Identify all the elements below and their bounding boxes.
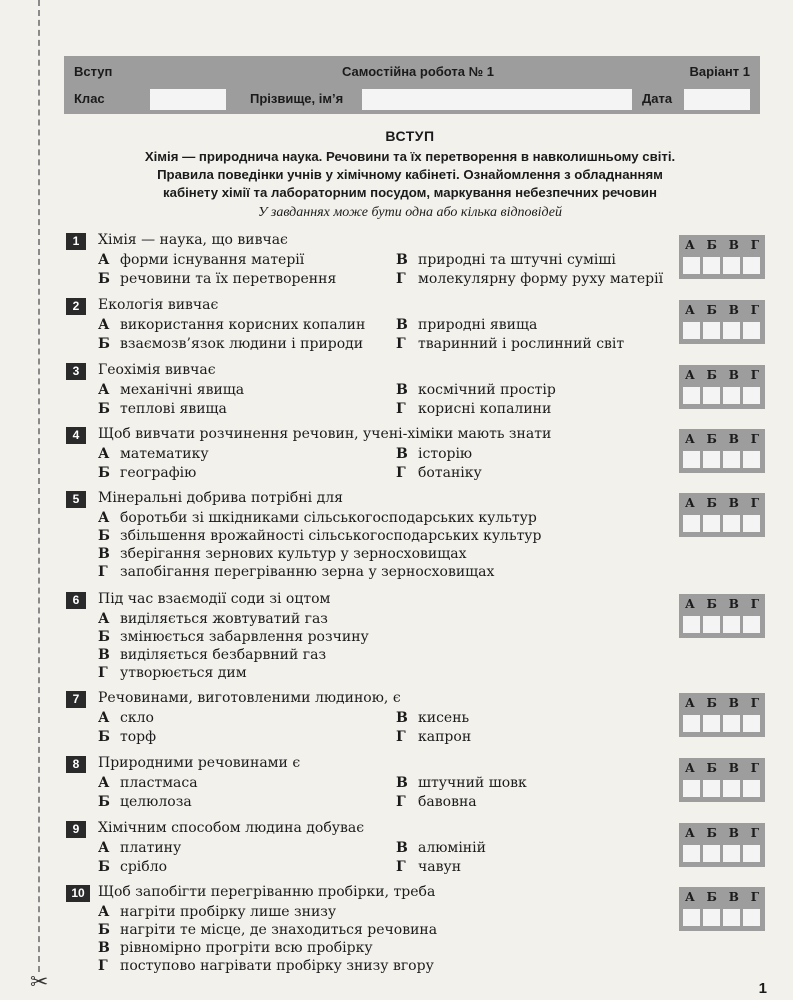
- option-text: скло: [120, 710, 154, 726]
- answer-cell[interactable]: [683, 322, 700, 339]
- option-letter: А: [98, 611, 110, 627]
- answer-cell[interactable]: [703, 387, 720, 404]
- option-letter: А: [98, 710, 110, 726]
- answer-grid-10: [679, 887, 765, 931]
- option-letter: В: [396, 840, 408, 856]
- intro-subtitle: Хімія — природнича наука. Речовини та їх перетворення в навколишньому світі. Правила поведінки учнів у хімічному кабінеті. Ознайомлення з обладнанням кабінету хімії та лабораторним посудом, маркування небезпечних речовин: [144, 149, 676, 200]
- option-4-3[interactable]: [396, 446, 472, 462]
- question-number: 6: [66, 592, 86, 609]
- option-text: бавовна: [418, 794, 477, 810]
- option-letter: В: [396, 710, 408, 726]
- answer-letter: А: [684, 238, 695, 252]
- option-6-4[interactable]: [98, 665, 247, 681]
- answer-cell[interactable]: [683, 387, 700, 404]
- option-letter: В: [396, 446, 408, 462]
- question-number: 2: [66, 298, 86, 315]
- option-9-3[interactable]: [396, 840, 486, 856]
- option-letter: В: [396, 775, 408, 791]
- option-4-2[interactable]: [98, 465, 196, 481]
- answer-letter: Г: [750, 432, 760, 446]
- answer-letter: В: [728, 597, 739, 611]
- option-8-2[interactable]: [98, 794, 192, 810]
- question-number: 9: [66, 821, 86, 838]
- question-number: 3: [66, 363, 86, 380]
- answer-grid-2: [679, 300, 765, 344]
- option-letter: А: [98, 382, 110, 398]
- option-text: теплові явища: [120, 401, 227, 417]
- answer-cell[interactable]: [723, 845, 740, 862]
- option-letter: Б: [98, 465, 110, 481]
- answer-letter: В: [728, 826, 739, 840]
- option-2-4[interactable]: [396, 336, 624, 352]
- answer-cell[interactable]: [683, 715, 700, 732]
- page-number: 1: [758, 980, 767, 997]
- option-6-2[interactable]: [98, 629, 369, 645]
- answer-cell[interactable]: [703, 515, 720, 532]
- option-8-1[interactable]: [98, 775, 198, 791]
- option-letter: В: [396, 252, 408, 268]
- answer-cell[interactable]: [743, 451, 760, 468]
- answer-letter: В: [728, 238, 739, 252]
- option-7-1[interactable]: [98, 710, 154, 726]
- answer-letter: В: [728, 496, 739, 510]
- option-letter: Г: [98, 564, 108, 580]
- option-letter: Б: [98, 922, 110, 938]
- question-text: Мінеральні добрива потрібні для: [98, 490, 343, 506]
- option-text: зберігання зернових культур у зерносховищах: [120, 546, 467, 562]
- question-text: Природними речовинами є: [98, 755, 301, 771]
- answer-letter: Б: [706, 303, 717, 317]
- question-text: Під час взаємодії соди зі оцтом: [98, 591, 331, 607]
- option-letter: В: [396, 382, 408, 398]
- option-1-4[interactable]: [396, 271, 663, 287]
- section-label: Вступ: [74, 64, 113, 79]
- answer-cell[interactable]: [683, 780, 700, 797]
- answer-cell[interactable]: [703, 715, 720, 732]
- answer-cell[interactable]: [703, 257, 720, 274]
- answer-letter: Г: [750, 826, 760, 840]
- class-label: Клас: [74, 91, 105, 106]
- option-text: взаємозв’язок людини і природи: [120, 336, 364, 352]
- option-letter: Б: [98, 528, 110, 544]
- option-10-2[interactable]: [98, 922, 437, 938]
- option-text: нагріти те місце, де знаходиться речовина: [120, 922, 438, 938]
- option-text: космічний простір: [418, 382, 556, 398]
- answer-letter: Б: [706, 761, 717, 775]
- option-text: збільшення врожайності сільськогосподарських культур: [120, 528, 542, 544]
- option-text: утворюється дим: [120, 665, 247, 681]
- answer-letter: А: [684, 761, 695, 775]
- answer-cell[interactable]: [723, 780, 740, 797]
- answer-letter: Б: [706, 826, 717, 840]
- answer-letter: В: [728, 890, 739, 904]
- answer-letter: Г: [750, 696, 760, 710]
- answer-cell[interactable]: [743, 715, 760, 732]
- option-letter: А: [98, 510, 110, 526]
- option-text: алюміній: [418, 840, 486, 856]
- answer-cell[interactable]: [743, 845, 760, 862]
- answer-letter: А: [684, 496, 695, 510]
- option-1-1[interactable]: [98, 252, 304, 268]
- option-text: запобігання перегріванню зерна у зерносховищах: [120, 564, 495, 580]
- option-letter: А: [98, 775, 110, 791]
- answer-cell[interactable]: [723, 322, 740, 339]
- name-field[interactable]: [362, 89, 632, 110]
- option-text: молекулярну форму руху матерії: [418, 271, 664, 287]
- option-text: використання корисних копалин: [120, 317, 366, 333]
- option-text: змінюється забарвлення розчину: [120, 629, 369, 645]
- answer-cell[interactable]: [703, 909, 720, 926]
- option-letter: Г: [396, 859, 406, 875]
- option-6-1[interactable]: [98, 611, 328, 627]
- option-letter: А: [98, 446, 110, 462]
- option-3-4[interactable]: [396, 401, 551, 417]
- option-text: виділяється жовтуватий газ: [120, 611, 328, 627]
- option-text: речовини та їх перетворення: [120, 271, 337, 287]
- answer-cell[interactable]: [743, 780, 760, 797]
- answer-cell[interactable]: [683, 909, 700, 926]
- option-9-4[interactable]: [396, 859, 461, 875]
- answer-letter: А: [684, 826, 695, 840]
- option-text: торф: [120, 729, 157, 745]
- answer-cell[interactable]: [723, 451, 740, 468]
- option-text: капрон: [418, 729, 472, 745]
- option-7-4[interactable]: [396, 729, 471, 745]
- question-text: Хімія — наука, що вивчає: [98, 232, 288, 248]
- answer-letter: Б: [706, 238, 717, 252]
- answer-letter: Б: [706, 890, 717, 904]
- option-letter: Г: [396, 401, 406, 417]
- answer-letter: Г: [750, 890, 760, 904]
- option-letter: Б: [98, 629, 110, 645]
- answer-cell[interactable]: [723, 387, 740, 404]
- option-9-1[interactable]: [98, 840, 181, 856]
- option-letter: А: [98, 840, 110, 856]
- intro-block: [60, 128, 760, 221]
- option-text: нагріти пробірку лише знизу: [120, 904, 337, 920]
- answer-letter: Г: [750, 368, 760, 382]
- option-4-1[interactable]: [98, 446, 209, 462]
- answer-grid-5: [679, 493, 765, 537]
- question-text: Хімічним способом людина добуває: [98, 820, 365, 836]
- answer-letter: Г: [750, 761, 760, 775]
- option-text: боротьби зі шкідниками сільськогосподарських культур: [120, 510, 537, 526]
- option-letter: В: [98, 647, 110, 663]
- answer-grid-7: [679, 693, 765, 737]
- answer-letter: А: [684, 890, 695, 904]
- option-2-2[interactable]: [98, 336, 363, 352]
- question-number: 10: [66, 885, 90, 902]
- answer-letter: Б: [706, 432, 717, 446]
- answer-cell[interactable]: [723, 616, 740, 633]
- option-text: пластмаса: [120, 775, 198, 791]
- option-letter: Б: [98, 794, 110, 810]
- header-bar: [64, 56, 760, 114]
- answer-letter: А: [684, 368, 695, 382]
- option-letter: Б: [98, 859, 110, 875]
- question-number: 7: [66, 691, 86, 708]
- option-8-4[interactable]: [396, 794, 477, 810]
- option-text: штучний шовк: [418, 775, 527, 791]
- date-label: Дата: [642, 91, 673, 106]
- date-field[interactable]: [684, 89, 750, 110]
- answer-cell[interactable]: [683, 616, 700, 633]
- answer-cell[interactable]: [723, 909, 740, 926]
- option-10-1[interactable]: [98, 904, 336, 920]
- answer-cell[interactable]: [683, 845, 700, 862]
- option-6-3[interactable]: [98, 647, 326, 663]
- option-2-1[interactable]: [98, 317, 365, 333]
- answer-letter: А: [684, 303, 695, 317]
- option-text: природні явища: [418, 317, 538, 333]
- option-text: целюлоза: [120, 794, 192, 810]
- answer-cell[interactable]: [743, 322, 760, 339]
- option-text: рівномірно прогріти всю пробірку: [120, 940, 373, 956]
- option-text: виділяється безбарвний газ: [120, 647, 327, 663]
- question-number: 5: [66, 491, 86, 508]
- answer-cell[interactable]: [683, 451, 700, 468]
- answer-cell[interactable]: [743, 387, 760, 404]
- class-field[interactable]: [150, 89, 226, 110]
- answer-letter: Б: [706, 496, 717, 510]
- option-1-2[interactable]: [98, 271, 336, 287]
- option-text: історію: [418, 446, 473, 462]
- option-letter: А: [98, 252, 110, 268]
- instructions-note: У завданнях може бути одна або кілька відповідей: [257, 205, 562, 220]
- option-letter: В: [396, 317, 408, 333]
- option-2-3[interactable]: [396, 317, 537, 333]
- intro-title: ВСТУП: [385, 128, 435, 144]
- question-text: Речовинами, виготовленими людиною, є: [98, 690, 401, 706]
- answer-grid-4: [679, 429, 765, 473]
- option-9-2[interactable]: [98, 859, 167, 875]
- option-letter: Г: [396, 729, 406, 745]
- option-letter: Б: [98, 401, 110, 417]
- answer-cell[interactable]: [683, 515, 700, 532]
- answer-letter: В: [728, 368, 739, 382]
- question-number: 4: [66, 427, 86, 444]
- answer-grid-1: [679, 235, 765, 279]
- option-text: поступово нагрівати пробірку знизу вгору: [120, 958, 434, 974]
- option-5-3[interactable]: [98, 546, 466, 562]
- answer-cell[interactable]: [723, 257, 740, 274]
- option-8-3[interactable]: [396, 775, 527, 791]
- answer-cell[interactable]: [683, 257, 700, 274]
- option-text: тваринний і рослинний світ: [418, 336, 625, 352]
- option-letter: Г: [98, 665, 108, 681]
- answer-grid-6: [679, 594, 765, 638]
- answer-letter: А: [684, 597, 695, 611]
- option-text: чавун: [418, 859, 462, 875]
- answer-cell[interactable]: [743, 257, 760, 274]
- question-text: Щоб запобігти перегріванню пробірки, треба: [98, 884, 436, 900]
- option-3-1[interactable]: [98, 382, 244, 398]
- answer-grid-3: [679, 365, 765, 409]
- option-letter: Б: [98, 336, 110, 352]
- option-letter: А: [98, 317, 110, 333]
- answer-letter: В: [728, 696, 739, 710]
- answer-grid-9: [679, 823, 765, 867]
- option-text: ботаніку: [418, 465, 482, 481]
- option-letter: Г: [396, 794, 406, 810]
- scissors-icon: ✂: [30, 970, 49, 995]
- answer-grid-8: [679, 758, 765, 802]
- option-text: срібло: [120, 859, 168, 875]
- option-3-3[interactable]: [396, 382, 556, 398]
- answer-cell[interactable]: [703, 616, 720, 633]
- answer-letter: В: [728, 761, 739, 775]
- option-letter: Г: [396, 336, 406, 352]
- answer-cell[interactable]: [743, 515, 760, 532]
- answer-letter: Б: [706, 597, 717, 611]
- option-letter: В: [98, 546, 110, 562]
- option-text: природні та штучні суміші: [418, 252, 616, 268]
- option-text: платину: [120, 840, 182, 856]
- question-number: 8: [66, 756, 86, 773]
- option-5-1[interactable]: [98, 510, 537, 526]
- name-label: Прізвище, ім’я: [250, 91, 344, 106]
- answer-letter: Г: [750, 303, 760, 317]
- answer-cell[interactable]: [723, 515, 740, 532]
- answer-cell[interactable]: [703, 780, 720, 797]
- answer-letter: Б: [706, 696, 717, 710]
- option-letter: Г: [396, 465, 406, 481]
- option-text: кисень: [418, 710, 470, 726]
- option-5-2[interactable]: [98, 528, 542, 544]
- option-letter: Б: [98, 729, 110, 745]
- answer-letter: В: [728, 303, 739, 317]
- answer-cell[interactable]: [703, 845, 720, 862]
- answer-letter: Г: [750, 597, 760, 611]
- option-letter: Г: [98, 958, 108, 974]
- question-number: 1: [66, 233, 86, 250]
- answer-letter: Г: [750, 238, 760, 252]
- question-text: Щоб вивчати розчинення речовин, учені-хіміки мають знати: [98, 426, 552, 442]
- question-text: Екологія вивчає: [98, 297, 219, 313]
- work-title: Самостійна робота № 1: [342, 64, 494, 79]
- question-text: Геохімія вивчає: [98, 362, 216, 378]
- answer-cell[interactable]: [703, 322, 720, 339]
- option-4-4[interactable]: [396, 465, 482, 481]
- option-text: математику: [120, 446, 209, 462]
- answer-letter: А: [684, 432, 695, 446]
- option-7-2[interactable]: [98, 729, 156, 745]
- option-letter: Б: [98, 271, 110, 287]
- answer-cell[interactable]: [743, 616, 760, 633]
- option-1-3[interactable]: [396, 252, 616, 268]
- answer-letter: В: [728, 432, 739, 446]
- option-text: механічні явища: [120, 382, 245, 398]
- answer-cell[interactable]: [723, 715, 740, 732]
- option-10-3[interactable]: [98, 940, 373, 956]
- option-3-2[interactable]: [98, 401, 227, 417]
- answer-cell[interactable]: [743, 909, 760, 926]
- answer-letter: А: [684, 696, 695, 710]
- answer-cell[interactable]: [703, 451, 720, 468]
- option-text: географію: [120, 465, 197, 481]
- option-text: форми існування матерії: [120, 252, 305, 268]
- variant-label: Варіант 1: [689, 64, 750, 79]
- answer-letter: Б: [706, 368, 717, 382]
- option-letter: В: [98, 940, 110, 956]
- answer-letter: Г: [750, 496, 760, 510]
- option-letter: Г: [396, 271, 406, 287]
- option-7-3[interactable]: [396, 710, 469, 726]
- option-letter: А: [98, 904, 110, 920]
- option-10-4[interactable]: [98, 958, 434, 974]
- cut-line: [38, 0, 40, 972]
- option-text: корисні копалини: [418, 401, 552, 417]
- option-5-4[interactable]: [98, 564, 494, 580]
